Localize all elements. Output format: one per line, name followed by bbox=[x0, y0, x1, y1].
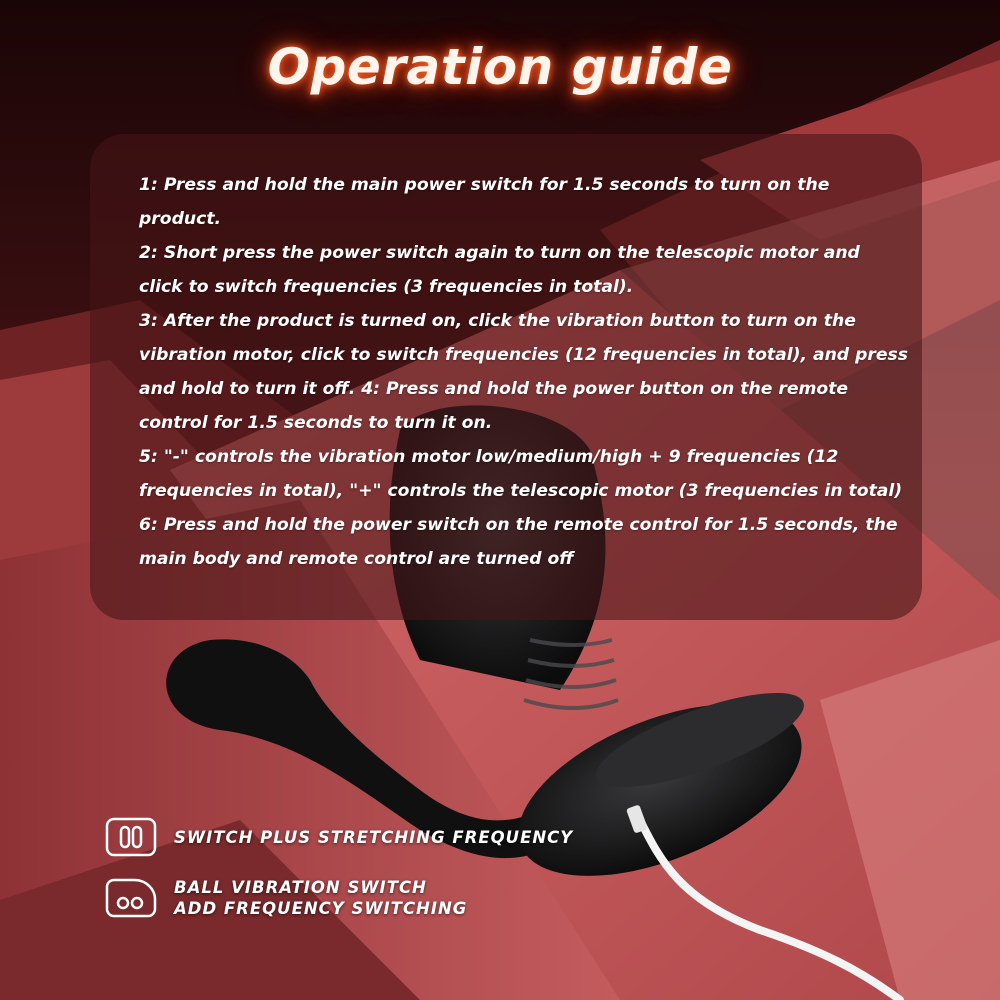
step-5: 5: "-" controls the vibration motor low/medium/high + 9 frequencies (12 frequencies in total), "+" controls the telescopic motor (3 frequencies in total) bbox=[139, 447, 903, 501]
step-1: 1: Press and hold the main power switch for 1.5 seconds to turn on the product. bbox=[139, 175, 830, 229]
feature-vibration-label: BALL VIBRATION SWITCH ADD FREQUENCY SWITCHING bbox=[174, 878, 468, 918]
step-6: 6: Press and hold the power switch on the remote control for 1.5 seconds, the main body and remote control are turned off bbox=[139, 515, 898, 569]
step-2: 2: Short press the power switch again to turn on the telescopic motor and click to switch frequencies (3 frequencies in total). bbox=[139, 243, 860, 297]
feature-vibration bbox=[104, 877, 467, 919]
vibration-switch-icon bbox=[104, 877, 158, 919]
feature-stretch-label: SWITCH PLUS STRETCHING FREQUENCY bbox=[174, 827, 574, 847]
instructions-list bbox=[139, 168, 909, 576]
step-3: 3: After the product is turned on, click the vibration button to turn on the vibration motor, click to switch frequencies (12 frequencies in total), and press and hold to turn it off. 4: Press and hold the power button on the remote control for 1.5 seconds to turn it on. bbox=[139, 311, 908, 433]
page-title: Operation guide bbox=[267, 38, 733, 96]
feature-stretch bbox=[104, 816, 573, 858]
stretch-switch-icon bbox=[104, 816, 158, 858]
